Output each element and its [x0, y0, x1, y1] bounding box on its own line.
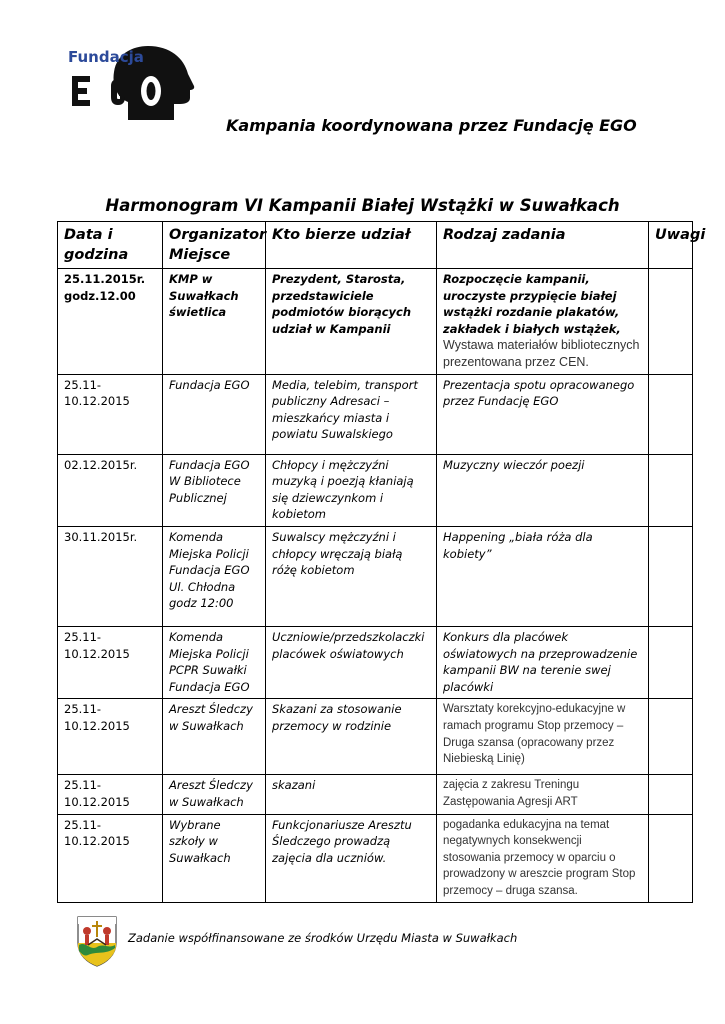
row-date: 25.11-10.12.2015	[58, 626, 163, 698]
suwalki-coat-of-arms-icon	[76, 915, 118, 967]
header-participants: Kto bierze udział	[266, 222, 437, 269]
table-row	[58, 374, 693, 454]
row-date: 25.11-10.12.2015	[58, 374, 163, 454]
table-row	[58, 454, 693, 526]
row-date: 25.11.2015r. godz.12.00	[58, 269, 163, 375]
row-date: 02.12.2015r.	[58, 454, 163, 526]
row-participants: skazani	[266, 775, 437, 814]
row-task: Muzyczny wieczór poezji	[437, 454, 649, 526]
row-task	[437, 269, 649, 375]
row-participants: Funkcjonariusze Aresztu Śledczego prowadzą zajęcia dla uczniów.	[266, 814, 437, 903]
row-notes	[649, 814, 693, 903]
row-organizer: Wybrane szkoły w Suwałkach	[163, 814, 266, 903]
row-task: Prezentacja spotu opracowanego przez Fundację EGO	[437, 374, 649, 454]
row-participants: Suwalscy mężczyźni i chłopcy wręczają białą różę kobietom	[266, 526, 437, 626]
row-organizer: Areszt Śledczy w Suwałkach	[163, 775, 266, 814]
row-date: 25.11-10.12.2015	[58, 775, 163, 814]
table-row	[58, 269, 693, 375]
schedule-table	[57, 221, 706, 903]
header-date: Data i godzina	[58, 222, 163, 269]
table-row	[58, 526, 693, 626]
campaign-subtitle: Kampania koordynowana przez Fundację EGO	[226, 116, 637, 135]
row-task-extra: Wystawa materiałów bibliotecznych prezentowana przez CEN.	[443, 338, 640, 369]
row-participants: Skazani za stosowanie przemocy w rodzinie	[266, 699, 437, 775]
row-notes	[649, 775, 693, 814]
table-row	[58, 626, 693, 698]
table-row	[58, 699, 693, 775]
logo-line1: Fundacja	[68, 48, 144, 66]
row-participants: Prezydent, Starosta, przedstawiciele podmiotów biorących udział w Kampanii	[266, 269, 437, 375]
row-task: pogadanka edukacyjna na temat negatywnych konsekwencji stosowania przemocy w oparciu o prowadzony w areszcie program Stop przemocy – druga szansa.	[437, 814, 649, 903]
row-notes	[649, 626, 693, 698]
row-notes	[649, 374, 693, 454]
row-organizer: Areszt Śledczy w Suwałkach	[163, 699, 266, 775]
row-organizer: Komenda Miejska Policji PCPR Suwałki Fundacja EGO	[163, 626, 266, 698]
row-task: Konkurs dla placówek oświatowych na przeprowadzenie kampanii BW na terenie swej placówki	[437, 626, 649, 698]
row-organizer: Fundacja EGO W Bibliotece Publicznej	[163, 454, 266, 526]
row-notes	[649, 454, 693, 526]
row-organizer: KMP w Suwałkach świetlica	[163, 269, 266, 375]
row-organizer: Fundacja EGO	[163, 374, 266, 454]
row-task-main: Rozpoczęcie kampanii, uroczyste przypięcie białej wstążki rozdanie plakatów, zakładek i białych wstążek,	[443, 272, 621, 336]
page-title: Harmonogram VI Kampanii Białej Wstążki w Suwałkach	[105, 196, 620, 215]
row-organizer: Komenda Miejska Policji Fundacja EGO Ul. Chłodna godz 12:00	[163, 526, 266, 626]
row-notes	[649, 269, 693, 375]
row-task: Happening „biała róża dla kobiety”	[437, 526, 649, 626]
footer-cofinancing-note: Zadanie współfinansowane ze środków Urzędu Miasta w Suwałkach	[128, 931, 518, 945]
row-date: 25.11-10.12.2015	[58, 814, 163, 903]
header-organizer: Organizator Miejsce	[163, 222, 266, 269]
table-header-row	[58, 222, 693, 269]
row-task: Warsztaty korekcyjno-edukacyjne w ramach programu Stop przemocy – Druga szansa (opracowany przez Niebieską Linię)	[437, 699, 649, 775]
row-notes	[649, 699, 693, 775]
row-participants: Chłopcy i mężczyźni muzyką i poezją kłaniają się dziewczynkom i kobietom	[266, 454, 437, 526]
row-participants: Media, telebim, transport publiczny Adresaci – mieszkańcy miasta i powiatu Suwalskiego	[266, 374, 437, 454]
table-row	[58, 814, 693, 903]
table-row	[58, 775, 693, 814]
row-task: zajęcia z zakresu Treningu Zastępowania Agresji ART	[437, 775, 649, 814]
header-notes: Uwagi	[649, 222, 693, 269]
fundacja-ego-logo	[66, 42, 216, 126]
header-task-type: Rodzaj zadania	[437, 222, 649, 269]
row-date: 30.11.2015r.	[58, 526, 163, 626]
row-date: 25.11-10.12.2015	[58, 699, 163, 775]
row-participants: Uczniowie/przedszkolaczki placówek oświatowych	[266, 626, 437, 698]
row-notes	[649, 526, 693, 626]
